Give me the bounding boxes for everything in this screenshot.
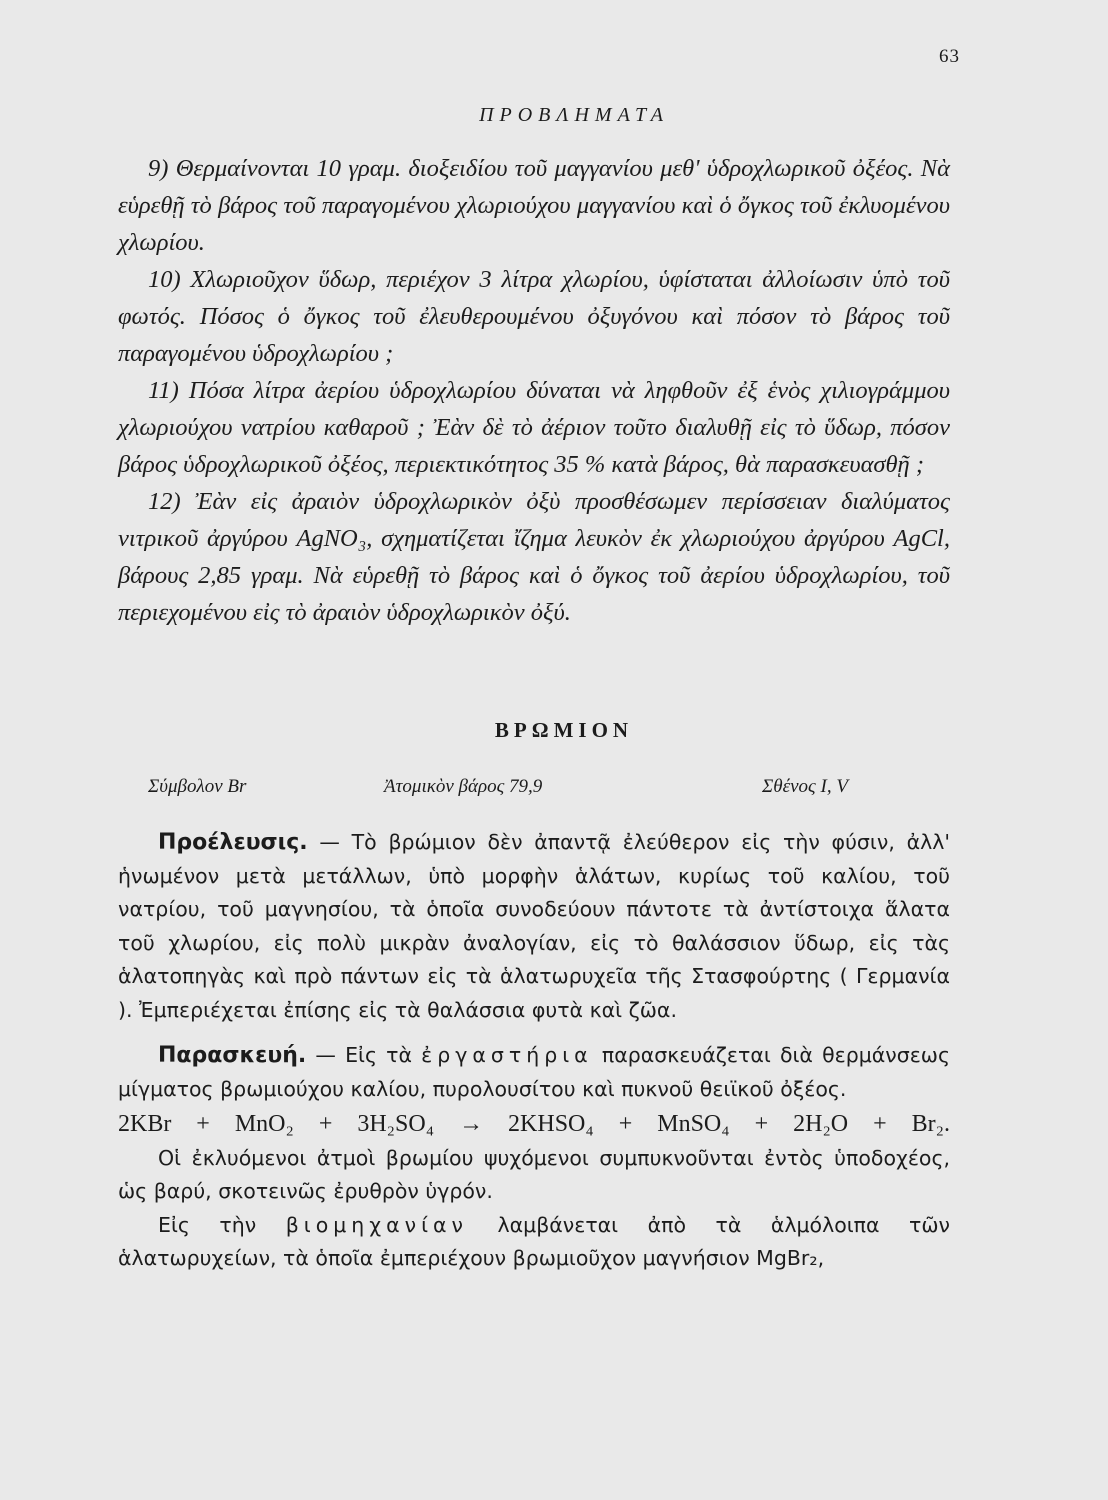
preparation-spaced-word: ἐργαστήρια bbox=[421, 1043, 593, 1067]
element-info bbox=[0, 776, 1108, 806]
page-number: 63 bbox=[939, 46, 960, 67]
industry-text-c: λαμβάνεται ἀπὸ τὰ ἁλμόλοιπα τῶν ἁλατωρυχείων, τὰ ὁποῖα ἐμπεριέχουν βρωμιοῦχον μαγνήσιον MgBr₂, bbox=[118, 1212, 950, 1270]
industry-text-a: Εἰς τὴν bbox=[158, 1212, 286, 1237]
industry-paragraph bbox=[118, 1209, 950, 1276]
preparation-paragraph bbox=[118, 1039, 950, 1106]
vapors-paragraph: Οἱ ἐκλυόμενοι ἀτμοὶ βρωμίου ψυχόμενοι συμπυκνοῦνται ἐντὸς ὑποδοχέος, ὡς βαρύ, σκοτεινῶς ἐρυθρὸν ὑγρόν. bbox=[118, 1145, 950, 1203]
preparation-heading: Παρασκευή. bbox=[158, 1043, 307, 1068]
element-symbol: Σύμβολον Br bbox=[148, 776, 247, 797]
section-title: ΒΡΩΜΙΟΝ bbox=[494, 718, 634, 742]
atomic-weight: Ἀτομικὸν βάρος 79,9 bbox=[384, 776, 543, 797]
preparation-text-a: — Εἰς τὰ bbox=[306, 1043, 422, 1067]
industry-spaced-word: βιομηχανίαν bbox=[285, 1212, 469, 1237]
reaction-equation: 2KBr + MnO₂ + 3H₂SO₄ → 2KHSO₄ + MnSO₄ + 2H₂O + Br₂. bbox=[118, 1111, 950, 1137]
problem-12: 12) Ἐὰν εἰς ἀραιὸν ὑδροχλωρικὸν ὀξὺ προσθέσωμεν περίσσειαν διαλύματος νιτρικοῦ ἀργύρου AgNO₃, σχηματίζεται ἴζημα λευκὸν ἐκ χλωριούχου ἀργύρου AgCl, βάρους 2,85 γραμ. Νὰ εὑρεθῇ τὸ βάρος καὶ ὁ ὄγκος τοῦ ἀερίου ὑδροχλωρίου, τοῦ περιεχομένου εἰς τὸ ἀραιὸν ὑδροχλωρικὸν ὀξύ. bbox=[118, 488, 950, 626]
running-head: ΠΡΟΒΛΗΜΑΤΑ bbox=[479, 104, 669, 126]
problem-10: 10) Χλωριοῦχον ὕδωρ, περιέχον 3 λίτρα χλωρίου, ὑφίσταται ἀλλοίωσιν ὑπὸ τοῦ φωτός. Πόσος ὁ ὄγκος τοῦ ἐλευθερουμένου ὀξυγόνου καὶ πόσον τὸ βάρος τοῦ παραγομένου ὑδροχλωρίου ; bbox=[118, 266, 950, 367]
origin-paragraph bbox=[118, 826, 950, 1027]
problem-9: 9) Θερμαίνονται 10 γραμ. διοξειδίου τοῦ μαγγανίου μεθ' ὑδροχλωρικοῦ ὀξέος. Νὰ εὑρεθῇ τὸ βάρος τοῦ παραγομένου χλωριούχου μαγγανίου καὶ ὁ ὄγκος τοῦ ἐκλυομένου χλωρίου. bbox=[118, 155, 950, 256]
valence: Σθένος I, V bbox=[762, 776, 848, 797]
problem-11: 11) Πόσα λίτρα ἀερίου ὑδροχλωρίου δύναται νὰ ληφθοῦν ἐξ ἑνὸς χιλιογράμμου χλωριούχου νατρίου καθαροῦ ; Ἐὰν δὲ τὸ ἀέριον τοῦτο διαλυθῇ εἰς τὸ ὕδωρ, πόσον βάρος ὑδροχλωρικοῦ ὀξέος, περιεκτικότητος 35 % κατὰ βάρος, θὰ παρασκευασθῇ ; bbox=[118, 377, 950, 478]
origin-text: — Τὸ βρώμιον δὲν ἀπαντᾷ ἐλεύθερον εἰς τὴν φύσιν, ἀλλ' ἡνωμένον μετὰ μετάλλων, ὑπὸ μορφὴν ἁλάτων, κυρίως τοῦ καλίου, τοῦ νατρίου, τοῦ μαγνησίου, τὰ ὁποῖα συνοδεύουν πάντοτε τὰ ἀντίστοιχα ἅλατα τοῦ χλωρίου, εἰς πολὺ μικρὰν ἀναλογίαν, εἰς τὸ θαλάσσιον ὕδωρ, εἰς τὰς ἁλατοπηγὰς καὶ πρὸ πάντων εἰς τὰ ἁλατωρυχεῖα τῆς Στασφούρτης ( Γερμανία ). Ἐμπεριέχεται ἐπίσης εἰς τὰ θαλάσσια φυτὰ καὶ ζῶα. bbox=[118, 830, 950, 1022]
main-text bbox=[118, 826, 950, 1276]
problems-section bbox=[118, 150, 950, 631]
origin-heading: Προέλευσις. bbox=[158, 830, 308, 855]
preparation-text-c: παρασκευάζεται διὰ θερμάνσεως μίγματος βρωμιούχου καλίου, πυρολουσίτου καὶ πυκνοῦ θειϊκοῦ ὀξέος. bbox=[118, 1043, 950, 1101]
